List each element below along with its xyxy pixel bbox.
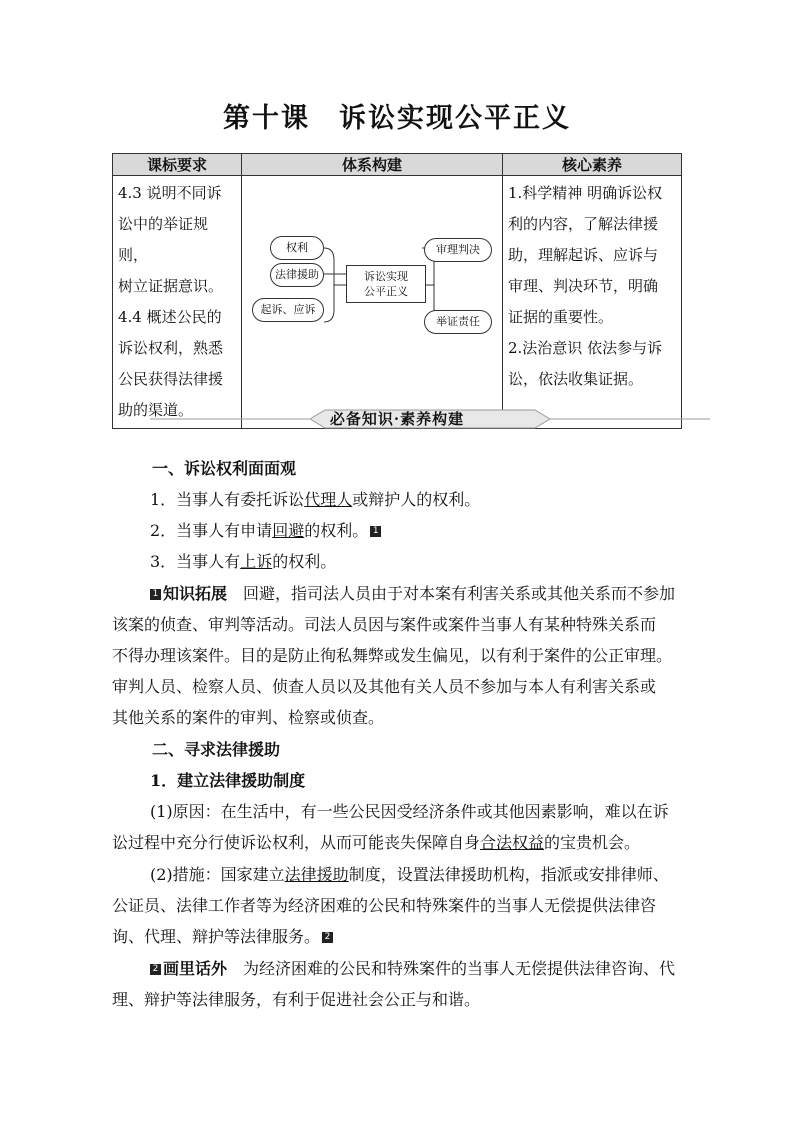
course-standard-table (112, 153, 682, 429)
requirement-line: 4.4 概述公民的 (118, 308, 222, 326)
section1-item-2 (150, 518, 383, 541)
section1-item-3 (150, 549, 336, 572)
note-badge: 1 (150, 589, 161, 600)
footnote-badge: 1 (370, 526, 381, 537)
underlined-term: 上诉 (240, 552, 273, 571)
literacy-line: 审理、判决环节，明确 (508, 277, 659, 295)
section2-p2-line-2: 公证员、法律工作者等为经济困难的公民和特殊案件的当事人无偿提供法律咨 (112, 896, 657, 915)
page-title: 第十课 诉讼实现公平正义 (223, 103, 571, 134)
note1-line-1 (148, 581, 675, 604)
requirements-cell (113, 176, 242, 429)
requirement-line: 4.3 说明不同诉 (118, 184, 222, 202)
diagram-node-rights: 权利 (270, 236, 324, 260)
section2-sub-1: 1．建立法律援助制度 (150, 771, 306, 790)
underlined-term: 合法权益 (480, 833, 545, 852)
header-literacy: 核心素养 (503, 154, 682, 176)
text: 讼过程中充分行使诉讼权利，从而可能丧失保障自身 (112, 833, 481, 852)
header-system: 体系构建 (242, 154, 503, 176)
requirement-line: 诉讼权利，熟悉 (118, 339, 224, 357)
section2-p1-line-1: (1)原因：在生活中，有一些公民因受经济条件或其他因素影响，难以在诉 (150, 802, 669, 821)
literacy-line: 利的内容，了解法律援 (508, 215, 659, 233)
text: (2)措施：国家建立 (150, 865, 285, 884)
note-label: 知识拓展 (163, 584, 228, 603)
section1-item-1 (150, 487, 480, 510)
note2-line-2: 理、辩护等法律服务，有利于促进社会公正与和谐。 (112, 990, 481, 1009)
underlined-term: 回避 (272, 521, 305, 540)
section2-p2-line-3 (112, 924, 335, 947)
literacy-line: 讼，依法收集证据。 (508, 370, 644, 388)
footnote-badge: 2 (322, 932, 333, 943)
requirement-line: 公民获得法律援 (118, 370, 224, 388)
center-line-1: 诉讼实现 (364, 270, 408, 283)
section2-p1-line-2 (112, 830, 640, 853)
note1-line-5: 其他关系的案件的审判、检察或侦查。 (112, 708, 385, 727)
literacy-line: 1.科学精神 明确诉讼权 (508, 184, 663, 202)
text: 1．当事人有委托诉讼 (150, 490, 305, 509)
text: 询、代理、辩护等法律服务。 (112, 927, 321, 946)
diagram-node-burden-of-proof: 举证责任 (424, 310, 492, 334)
requirement-line: 树立证据意识。 (118, 277, 224, 295)
note2-line-1 (148, 956, 675, 979)
header-requirements: 课标要求 (113, 154, 242, 176)
system-diagram-cell (242, 176, 503, 429)
requirement-line: 助的渠道。 (118, 401, 194, 419)
text: 为经济困难的公民和特殊案件的当事人无偿提供法律咨询、代 (243, 959, 676, 978)
note-label: 画里话外 (163, 959, 228, 978)
literacy-line: 证据的重要性。 (508, 308, 614, 326)
diagram-center-node (346, 265, 426, 303)
text: 制度，设置法律援助机构，指派或安排律师、 (348, 865, 669, 884)
literacy-cell (503, 176, 682, 429)
system-diagram (242, 176, 502, 386)
section1-heading: 一、诉讼权利面面观 (152, 459, 297, 478)
text: 回避，指司法人员由于对本案有利害关系或其他关系而不参加 (243, 584, 676, 603)
section2-heading: 二、寻求法律援助 (152, 740, 281, 759)
text: 的权利。 (272, 552, 337, 571)
text: 的权利。 (304, 521, 369, 540)
table-header-row (113, 154, 682, 176)
center-line-2: 公平正义 (364, 285, 408, 298)
diagram-node-sue-respond: 起诉、应诉 (252, 298, 324, 322)
section-banner: 必备知识·素养构建 (329, 410, 465, 428)
text: 3．当事人有 (150, 552, 241, 571)
text: 的宝贵机会。 (544, 833, 641, 852)
literacy-line: 2.法治意识 依法参与诉 (508, 339, 663, 357)
literacy-line: 助，理解起诉、应诉与 (508, 246, 659, 264)
diagram-node-legal-aid: 法律援助 (270, 263, 324, 287)
section2-p2-line-1 (150, 862, 669, 885)
text: 2．当事人有申请 (150, 521, 273, 540)
note-badge: 2 (150, 964, 161, 975)
note1-line-4: 审判人员、检察人员、侦查人员以及其他有关人员不参加与本人有利害关系或 (112, 677, 657, 696)
requirement-line: 讼中的举证规则， (118, 215, 209, 264)
note1-line-2: 该案的侦查、审判等活动。司法人员因与案件或案件当事人有某种特殊关系而 (112, 615, 657, 634)
table-body-row (113, 176, 682, 429)
note1-line-3: 不得办理该案件。目的是防止徇私舞弊或发生偏见，以有利于案件的公正审理。 (112, 646, 673, 665)
text: 或辩护人的权利。 (352, 490, 481, 509)
underlined-term: 法律援助 (284, 865, 349, 884)
underlined-term: 代理人 (304, 490, 353, 509)
diagram-node-trial-judgment: 审理判决 (424, 238, 492, 262)
